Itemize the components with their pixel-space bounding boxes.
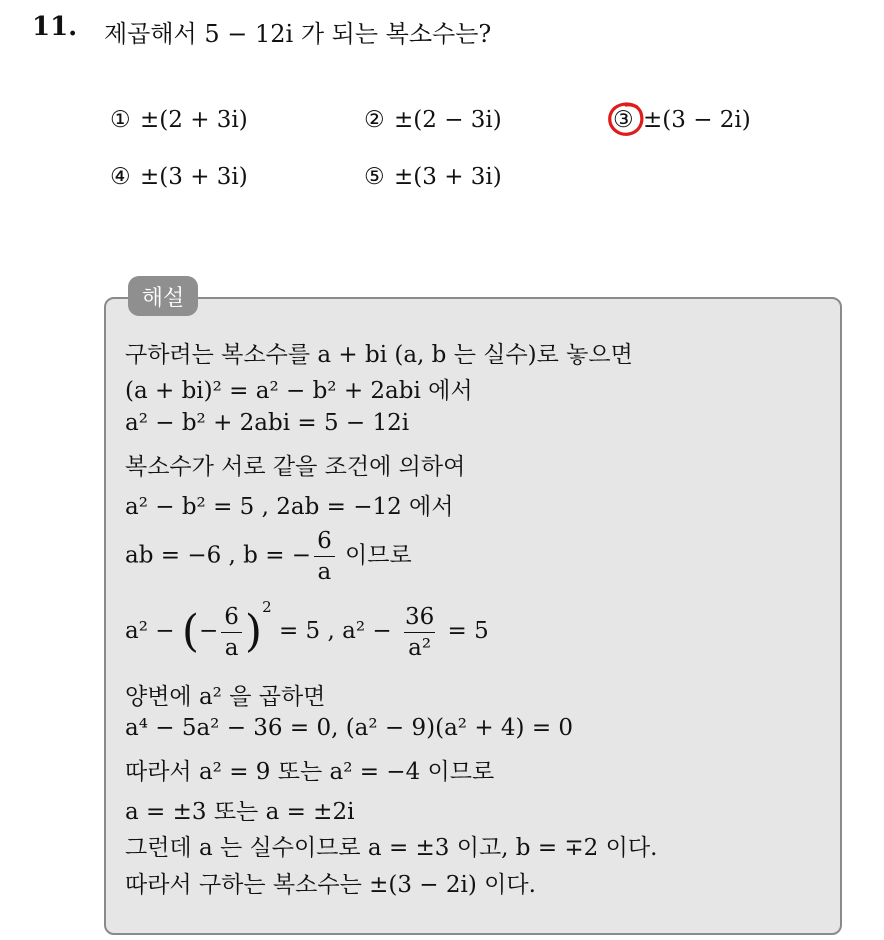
choice-number: ④	[110, 164, 131, 190]
solution-line-6	[125, 528, 412, 585]
question-number: 11.	[32, 12, 78, 42]
fraction-denominator: a	[221, 632, 243, 661]
solution-line-3: a² − b² + 2abi = 5 − 12i	[125, 410, 410, 436]
choice-text: ±(3 − 2i)	[643, 107, 751, 133]
choice-3[interactable]	[613, 107, 751, 133]
fraction-denominator: a²	[404, 632, 435, 661]
solution-line-9: a⁴ − 5a² − 36 = 0, (a² − 9)(a² + 4) = 0	[125, 715, 574, 741]
exponent: 2	[262, 598, 272, 616]
solution-line-2: (a + bi)² = a² − b² + 2abi 에서	[125, 378, 473, 404]
fraction-6-over-a	[313, 528, 336, 585]
line6-tail: 이므로	[337, 542, 412, 569]
choice-number: ⑤	[364, 164, 385, 190]
left-paren: (	[181, 606, 199, 657]
solution-label: 해설	[128, 276, 198, 316]
solution-line-5: a² − b² = 5 , 2ab = −12 에서	[125, 494, 454, 520]
solution-line-10: 따라서 a² = 9 또는 a² = −4 이므로	[125, 759, 495, 785]
choice-text: ±(2 + 3i)	[140, 107, 248, 133]
choice-text: ±(3 + 3i)	[394, 164, 502, 190]
solution-line-7	[125, 598, 489, 661]
fraction-numerator: 36	[404, 603, 435, 630]
right-paren: )	[244, 606, 263, 657]
solution-line-1: 구하려는 복소수를 a + bi (a, b 는 실수)로 놓으면	[125, 342, 633, 368]
choice-text: ±(2 − 3i)	[394, 107, 502, 133]
solution-line-11: a = ±3 또는 a = ±2i	[125, 799, 355, 825]
choice-4[interactable]	[110, 164, 248, 190]
fraction-denominator: a	[314, 556, 336, 585]
solution-line-13: 따라서 구하는 복소수는 ±(3 − 2i) 이다.	[125, 872, 536, 898]
fraction-6-over-a	[220, 604, 243, 661]
solution-line-4: 복소수가 서로 같을 조건에 의하여	[125, 454, 466, 480]
line7-tail: = 5	[440, 618, 489, 644]
choice-number: ②	[364, 107, 385, 133]
line7-mid: = 5 , a² −	[271, 618, 399, 644]
choice-number: ①	[110, 107, 131, 133]
line6-lhs: ab = −6 , b = −	[125, 542, 312, 569]
choice-number: ③	[613, 107, 634, 133]
line7-minus: −	[199, 618, 219, 644]
choice-2[interactable]	[364, 107, 502, 133]
choice-5[interactable]	[364, 164, 502, 190]
line7-a2-minus: a² −	[125, 618, 182, 644]
fraction-numerator: 6	[224, 603, 239, 630]
choice-text: ±(3 + 3i)	[140, 164, 248, 190]
solution-line-12: 그런데 a 는 실수이므로 a = ±3 이고, b = ∓2 이다.	[125, 835, 658, 861]
fraction-36-over-a2	[401, 604, 438, 661]
solution-line-8: 양변에 a² 을 곱하면	[125, 684, 326, 710]
question-text: 제곱해서 5 − 12i 가 되는 복소수는?	[104, 20, 492, 48]
fraction-numerator: 6	[317, 528, 332, 554]
choice-1[interactable]	[110, 107, 248, 133]
